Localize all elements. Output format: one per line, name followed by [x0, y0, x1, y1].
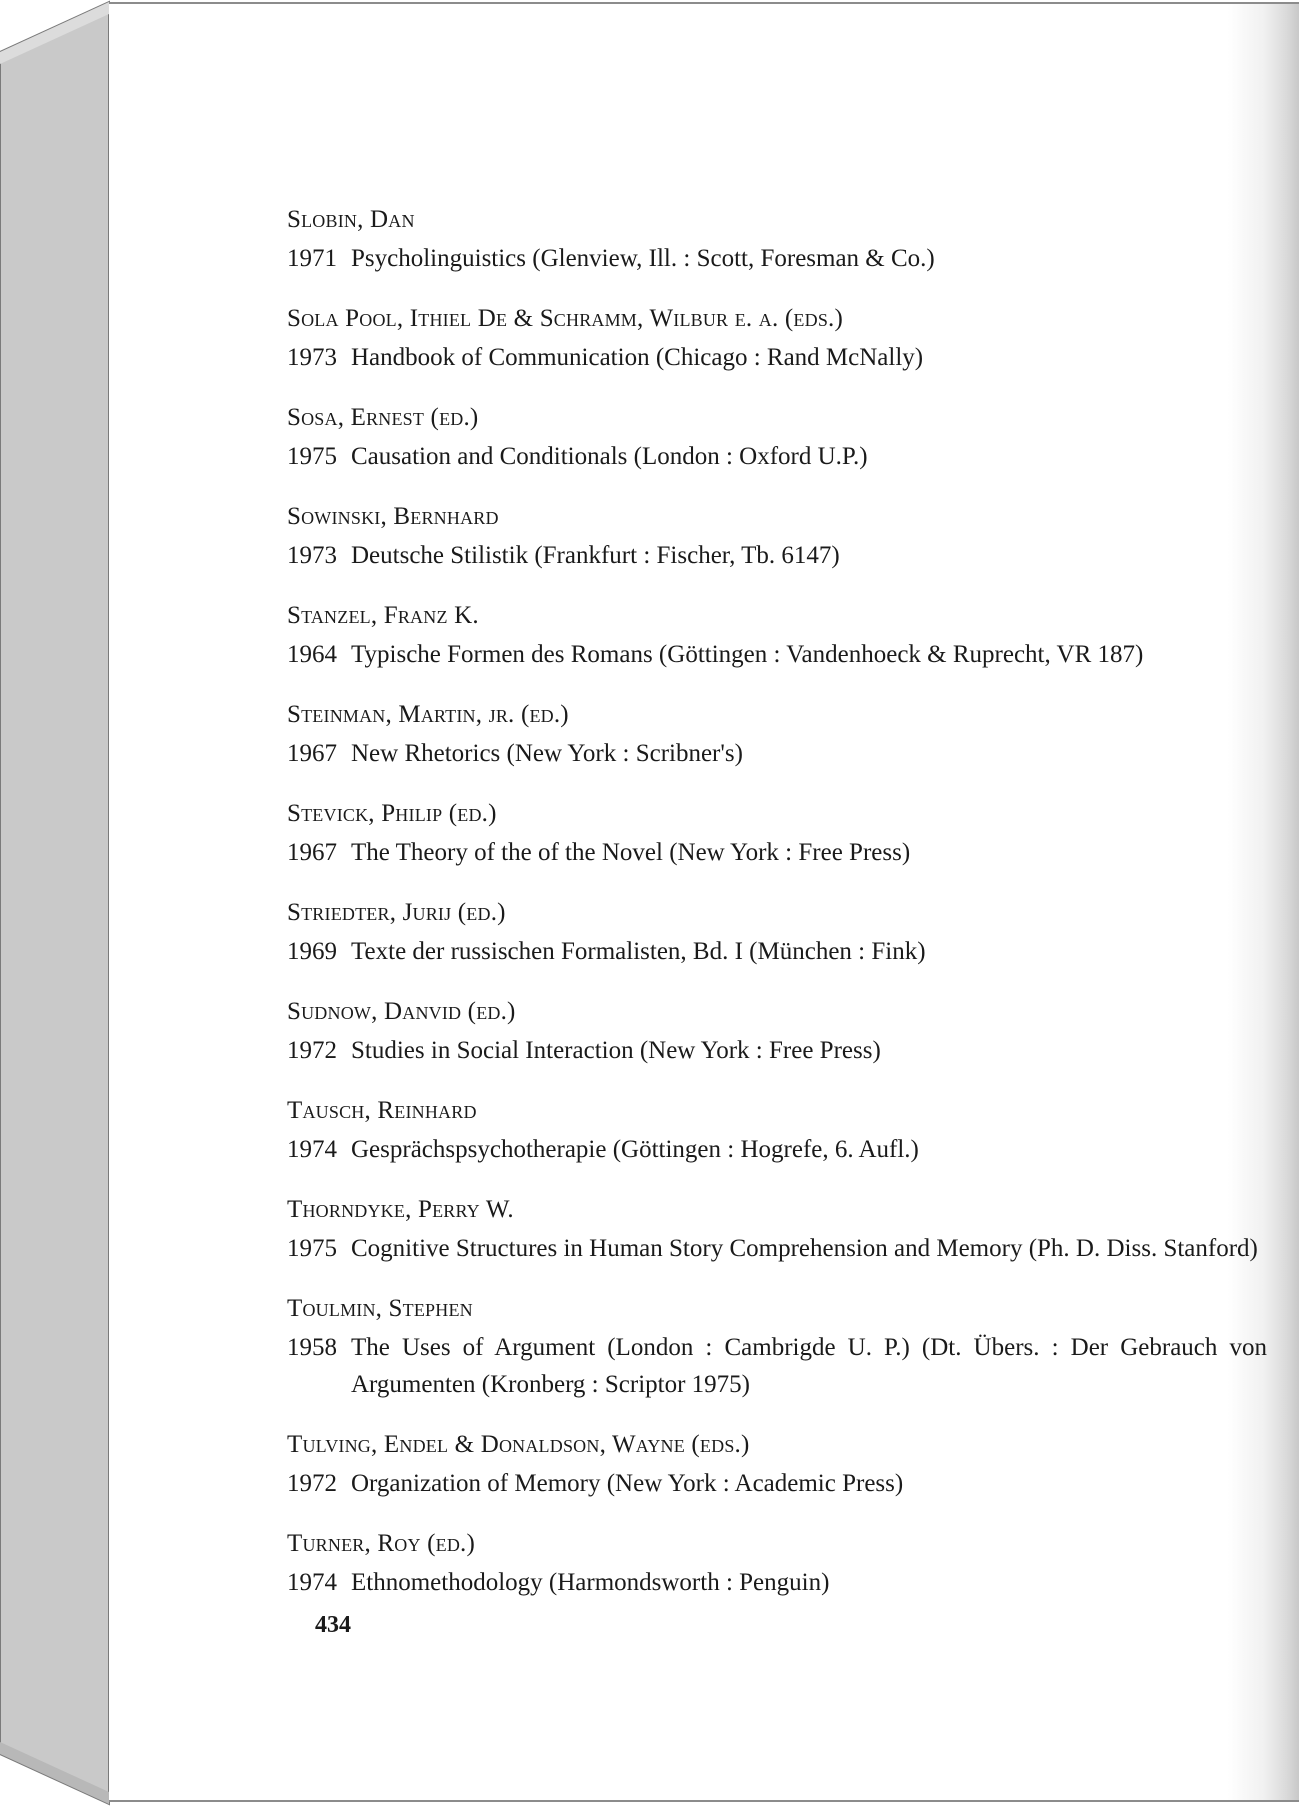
entry-author: Toulmin, Stephen — [287, 1295, 473, 1322]
entry-author: Sosa, Ernest (ed.) — [287, 404, 479, 431]
entry-title: Deutsche Stilistik (Frankfurt : Fischer, Tb. 6147) — [351, 542, 840, 569]
entry-reference — [287, 1329, 1267, 1403]
entry-title: Cognitive Structures in Human Story Comprehension and Memory (Ph. D. Diss. Stanford) — [351, 1235, 1258, 1262]
entry-title: Handbook of Communication (Chicago : Rand McNally) — [351, 344, 924, 371]
entry-reference — [287, 1465, 1267, 1502]
bibliography-entry — [287, 204, 1267, 277]
entry-reference — [287, 1564, 1267, 1601]
entry-author: Thorndyke, Perry W. — [287, 1196, 514, 1223]
entry-reference — [287, 933, 1267, 970]
entry-title: Texte der russischen Formalisten, Bd. I (München : Fink) — [351, 938, 926, 965]
entry-year: 1973 — [287, 344, 337, 371]
entry-year: 1973 — [287, 542, 337, 569]
entry-title: The Uses of Argument (London : Cambrigde U. P.) (Dt. Übers. : Der Gebrauch von Argumenten (Kronberg : Scriptor 1975) — [351, 1334, 1267, 1398]
entry-title: The Theory of the of the Novel (New York : Free Press) — [351, 839, 911, 866]
page-number: 434 — [315, 1612, 351, 1638]
entry-author: Sudnow, Danvid (ed.) — [287, 998, 516, 1025]
entry-author: Sola Pool, Ithiel De & Schramm, Wilbur e. a. (eds.) — [287, 305, 844, 332]
entry-title: Psycholinguistics (Glenview, Ill. : Scott, Foresman & Co.) — [351, 245, 935, 272]
entry-author: Turner, Roy (ed.) — [287, 1530, 475, 1557]
entry-title: Typische Formen des Romans (Göttingen : Vandenhoeck & Ruprecht, VR 187) — [351, 641, 1144, 668]
entry-year: 1972 — [287, 1037, 337, 1064]
bibliography-entry — [287, 1429, 1267, 1502]
entry-reference — [287, 240, 1267, 277]
bibliography-entry — [287, 1194, 1267, 1267]
bibliography-entry — [287, 402, 1267, 475]
entry-year: 1974 — [287, 1569, 337, 1596]
entry-year: 1967 — [287, 839, 337, 866]
bibliography-entry — [287, 1293, 1267, 1403]
bibliography-entry — [287, 699, 1267, 772]
book-spine — [0, 0, 112, 1806]
bibliography-entry — [287, 1095, 1267, 1168]
entry-reference — [287, 537, 1267, 574]
entry-reference — [287, 438, 1267, 475]
entry-author: Tausch, Reinhard — [287, 1097, 477, 1124]
entry-author: Slobin, Dan — [287, 206, 415, 233]
bibliography-entry — [287, 798, 1267, 871]
bibliography-entry — [287, 1528, 1267, 1601]
bibliography-list — [287, 204, 1267, 1627]
bibliography-entry — [287, 501, 1267, 574]
entry-author: Stevick, Philip (ed.) — [287, 800, 497, 827]
entry-year: 1974 — [287, 1136, 337, 1163]
entry-reference — [287, 1230, 1267, 1267]
entry-year: 1972 — [287, 1470, 337, 1497]
entry-year: 1964 — [287, 641, 337, 668]
entry-author: Tulving, Endel & Donaldson, Wayne (eds.) — [287, 1431, 750, 1458]
entry-year: 1958 — [287, 1334, 337, 1361]
entry-year: 1975 — [287, 443, 337, 470]
entry-reference — [287, 339, 1267, 376]
entry-reference — [287, 834, 1267, 871]
entry-year: 1967 — [287, 740, 337, 767]
entry-title: Studies in Social Interaction (New York : Free Press) — [351, 1037, 881, 1064]
bibliography-entry — [287, 303, 1267, 376]
entry-author: Steinman, Martin, jr. (ed.) — [287, 701, 569, 728]
entry-title: Causation and Conditionals (London : Oxford U.P.) — [351, 443, 868, 470]
bibliography-entry — [287, 600, 1267, 673]
bibliography-entry — [287, 996, 1267, 1069]
entry-reference — [287, 636, 1267, 673]
entry-year: 1969 — [287, 938, 337, 965]
entry-reference — [287, 1032, 1267, 1069]
entry-title: Organization of Memory (New York : Academic Press) — [351, 1470, 904, 1497]
entry-title: New Rhetorics (New York : Scribner's) — [351, 740, 743, 767]
entry-title: Ethnomethodology (Harmondsworth : Penguin) — [351, 1569, 830, 1596]
entry-year: 1971 — [287, 245, 337, 272]
bibliography-entry — [287, 897, 1267, 970]
book-page — [109, 2, 1299, 1802]
entry-author: Sowinski, Bernhard — [287, 503, 499, 530]
entry-author: Striedter, Jurij (ed.) — [287, 899, 506, 926]
entry-reference — [287, 1131, 1267, 1168]
entry-year: 1975 — [287, 1235, 337, 1262]
entry-author: Stanzel, Franz K. — [287, 602, 479, 629]
entry-reference — [287, 735, 1267, 772]
entry-title: Gesprächspsychotherapie (Göttingen : Hogrefe, 6. Aufl.) — [351, 1136, 919, 1163]
